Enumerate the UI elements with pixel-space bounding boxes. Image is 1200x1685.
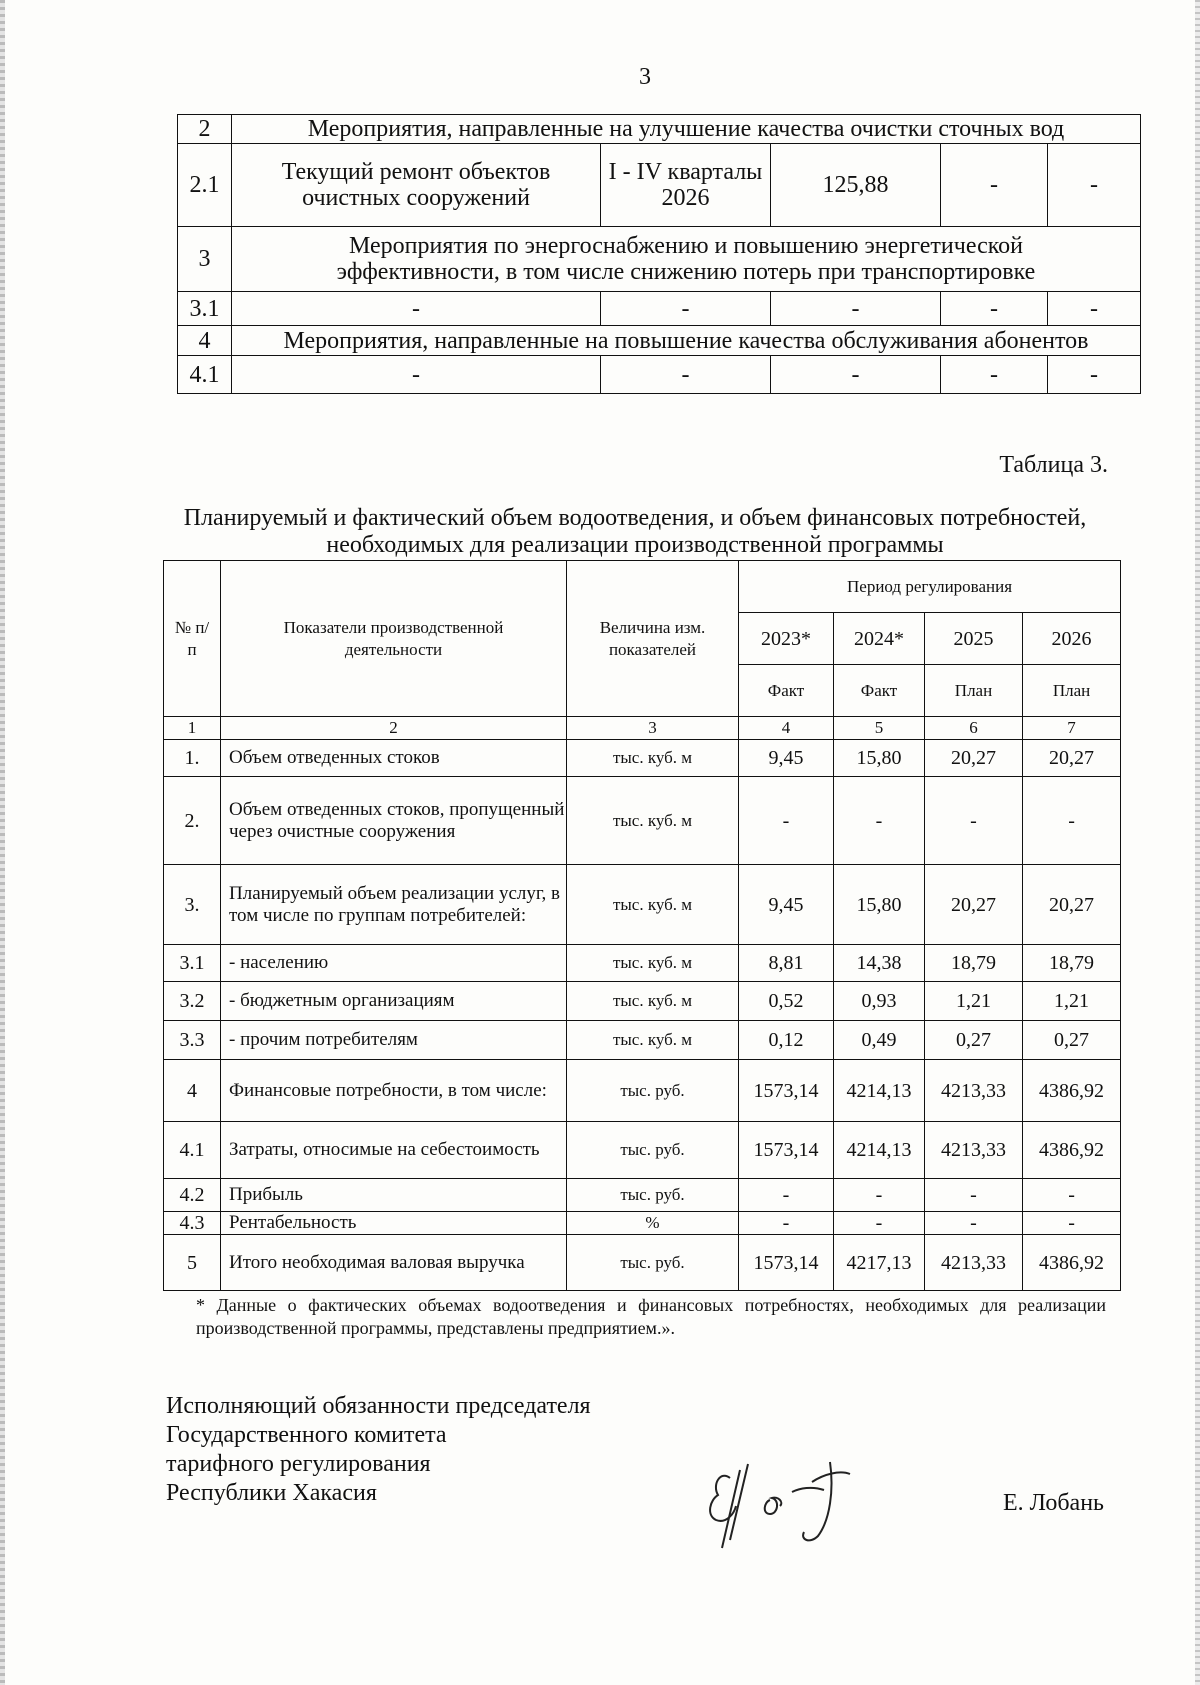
row-number: 3.1	[178, 292, 232, 326]
signature-stroke	[765, 1498, 782, 1514]
row-value: 4213,33	[925, 1235, 1023, 1291]
position-line: тарифного регулирования	[166, 1451, 431, 1477]
measure-cell: -	[941, 144, 1048, 227]
row-value: 20,27	[925, 865, 1023, 945]
row-number: 4.1	[178, 356, 232, 394]
row-indicator: Финансовые потребности, в том числе:	[221, 1060, 567, 1122]
header-year: 2023*	[739, 613, 834, 665]
section-title: Мероприятия, направленные на улучшение качества очистки сточных вод	[232, 115, 1141, 144]
row-indicator: Объем отведенных стоков, пропущенный через очистные сооружения	[221, 777, 567, 865]
row-indicator: Объем отведенных стоков	[221, 740, 567, 777]
row-value: 0,93	[834, 982, 925, 1021]
row-value: 1,21	[1023, 982, 1121, 1021]
row-unit: тыс. куб. м	[567, 945, 739, 982]
table-row	[178, 227, 1141, 292]
column-number: 2	[221, 717, 567, 740]
row-unit: %	[567, 1212, 739, 1235]
signature-stroke	[710, 1476, 736, 1521]
row-value: -	[1023, 1212, 1121, 1235]
signature-stroke	[792, 1488, 824, 1492]
table-row	[178, 326, 1141, 356]
signatory-name: Е. Лобань	[1003, 1490, 1104, 1516]
column-number: 5	[834, 717, 925, 740]
row-value: 0,12	[739, 1021, 834, 1060]
row-number: 3.2	[164, 982, 221, 1021]
row-indicator: - бюджетным организациям	[221, 982, 567, 1021]
section-title: Мероприятия по энергоснабжению и повышению энергетической эффективности, в том числе снижению потерь при транспортировке	[232, 227, 1141, 292]
measures-table	[177, 114, 1141, 394]
row-value: 4213,33	[925, 1060, 1023, 1122]
row-indicator: Рентабельность	[221, 1212, 567, 1235]
table-row	[164, 945, 1121, 982]
row-value: 14,38	[834, 945, 925, 982]
table-row	[164, 982, 1121, 1021]
row-value: 4386,92	[1023, 1122, 1121, 1179]
row-value: -	[1023, 1179, 1121, 1212]
row-number: 1.	[164, 740, 221, 777]
header-kind: Факт	[739, 665, 834, 717]
row-number: 4	[164, 1060, 221, 1122]
row-value: 9,45	[739, 865, 834, 945]
row-number: 2.	[164, 777, 221, 865]
row-value: -	[834, 777, 925, 865]
scan-edge-left	[0, 0, 5, 1685]
position-line: Государственного комитета	[166, 1422, 447, 1448]
row-value: -	[739, 1179, 834, 1212]
row-value: -	[834, 1212, 925, 1235]
row-value: -	[925, 1212, 1023, 1235]
row-number: 3.	[164, 865, 221, 945]
row-number: 3.1	[164, 945, 221, 982]
column-number: 7	[1023, 717, 1121, 740]
signatory-position	[166, 1392, 591, 1508]
row-value: 4214,13	[834, 1060, 925, 1122]
measure-value: -	[771, 356, 941, 394]
header-year: 2026	[1023, 613, 1121, 665]
table-row	[164, 740, 1121, 777]
row-value: 20,27	[1023, 865, 1121, 945]
row-unit: тыс. руб.	[567, 1235, 739, 1291]
row-value: 18,79	[925, 945, 1023, 982]
column-number: 1	[164, 717, 221, 740]
header-kind: План	[925, 665, 1023, 717]
row-unit: тыс. руб.	[567, 1122, 739, 1179]
row-value: 4217,13	[834, 1235, 925, 1291]
measure-value: 125,88	[771, 144, 941, 227]
measure-cell: -	[941, 292, 1048, 326]
row-number: 2.1	[178, 144, 232, 227]
row-value: 1,21	[925, 982, 1023, 1021]
row-value: 0,49	[834, 1021, 925, 1060]
row-value: 4386,92	[1023, 1060, 1121, 1122]
row-number: 5	[164, 1235, 221, 1291]
header-unit: Величина изм. показателей	[567, 561, 739, 717]
measure-cell: -	[1048, 144, 1141, 227]
table-row	[164, 1122, 1121, 1179]
row-unit: тыс. руб.	[567, 1060, 739, 1122]
header-year: 2025	[925, 613, 1023, 665]
row-number: 4	[178, 326, 232, 356]
header-num: № п/п	[164, 561, 221, 717]
row-value: 0,27	[1023, 1021, 1121, 1060]
table-row	[164, 865, 1121, 945]
row-value: 8,81	[739, 945, 834, 982]
row-unit: тыс. куб. м	[567, 740, 739, 777]
header-period: Период регулирования	[739, 561, 1121, 613]
row-value: -	[739, 1212, 834, 1235]
row-value: 20,27	[925, 740, 1023, 777]
measure-value: -	[771, 292, 941, 326]
column-number-row	[164, 717, 1121, 740]
row-value: 15,80	[834, 865, 925, 945]
row-value: 18,79	[1023, 945, 1121, 982]
row-indicator: Планируемый объем реализации услуг, в том числе по группам потребителей:	[221, 865, 567, 945]
measure-name: Текущий ремонт объектов очистных сооружений	[232, 144, 601, 227]
table-row	[164, 1235, 1121, 1291]
row-unit: тыс. куб. м	[567, 982, 739, 1021]
page-number: 3	[639, 64, 651, 90]
row-number: 3.3	[164, 1021, 221, 1060]
measure-cell: -	[1048, 292, 1141, 326]
row-indicator: Затраты, относимые на себестоимость	[221, 1122, 567, 1179]
position-line: Исполняющий обязанности председателя	[166, 1393, 591, 1419]
volumes-table	[163, 560, 1121, 1291]
table-caption: Таблица 3.	[999, 452, 1108, 478]
row-value: 1573,14	[739, 1122, 834, 1179]
measure-name: -	[232, 292, 601, 326]
table-row	[178, 115, 1141, 144]
row-value: 0,27	[925, 1021, 1023, 1060]
header-year: 2024*	[834, 613, 925, 665]
header-kind: План	[1023, 665, 1121, 717]
table-title: Планируемый и фактический объем водоотведения, и объем финансовых потребностей, необходимых для реализации производственной программы	[183, 505, 1087, 558]
table-row	[164, 1212, 1121, 1235]
measure-name: -	[232, 356, 601, 394]
handwritten-signature	[700, 1440, 900, 1560]
row-value: 20,27	[1023, 740, 1121, 777]
measure-period: -	[601, 356, 771, 394]
table-row	[178, 356, 1141, 394]
table-row	[178, 144, 1141, 227]
section-title: Мероприятия, направленные на повышение качества обслуживания абонентов	[232, 326, 1141, 356]
row-value: 1573,14	[739, 1235, 834, 1291]
column-number: 4	[739, 717, 834, 740]
measure-cell: -	[1048, 356, 1141, 394]
table-row	[164, 1060, 1121, 1122]
scan-edge-right	[1195, 0, 1200, 1685]
measure-period: I - IV кварталы 2026	[601, 144, 771, 227]
row-number: 3	[178, 227, 232, 292]
position-line: Республики Хакасия	[166, 1480, 377, 1506]
row-number: 4.2	[164, 1179, 221, 1212]
row-value: 4386,92	[1023, 1235, 1121, 1291]
row-number: 4.3	[164, 1212, 221, 1235]
row-number: 4.1	[164, 1122, 221, 1179]
row-unit: тыс. куб. м	[567, 865, 739, 945]
row-value: -	[925, 1179, 1023, 1212]
row-unit: тыс. куб. м	[567, 1021, 739, 1060]
row-value: 4213,33	[925, 1122, 1023, 1179]
row-value: 15,80	[834, 740, 925, 777]
measure-cell: -	[941, 356, 1048, 394]
row-value: 1573,14	[739, 1060, 834, 1122]
table-row	[164, 1021, 1121, 1060]
row-value: -	[739, 777, 834, 865]
row-value: -	[834, 1179, 925, 1212]
row-indicator: - прочим потребителям	[221, 1021, 567, 1060]
table-row	[178, 292, 1141, 326]
header-indicator: Показатели производственной деятельности	[221, 561, 567, 717]
row-indicator: - населению	[221, 945, 567, 982]
row-unit: тыс. куб. м	[567, 777, 739, 865]
row-indicator: Итого необходимая валовая выручка	[221, 1235, 567, 1291]
measure-period: -	[601, 292, 771, 326]
table-row	[164, 1179, 1121, 1212]
row-value: 9,45	[739, 740, 834, 777]
row-value: 4214,13	[834, 1122, 925, 1179]
row-indicator: Прибыль	[221, 1179, 567, 1212]
row-number: 2	[178, 115, 232, 144]
column-number: 3	[567, 717, 739, 740]
row-value: -	[925, 777, 1023, 865]
row-value: -	[1023, 777, 1121, 865]
table-row	[164, 777, 1121, 865]
header-kind: Факт	[834, 665, 925, 717]
row-value: 0,52	[739, 982, 834, 1021]
column-number: 6	[925, 717, 1023, 740]
row-unit: тыс. руб.	[567, 1179, 739, 1212]
header-row	[164, 561, 1121, 613]
footnote: * Данные о фактических объемах водоотведения и финансовых потребностях, необходимых для реализации производственной программы, представлены предприятием.».	[196, 1295, 1106, 1338]
